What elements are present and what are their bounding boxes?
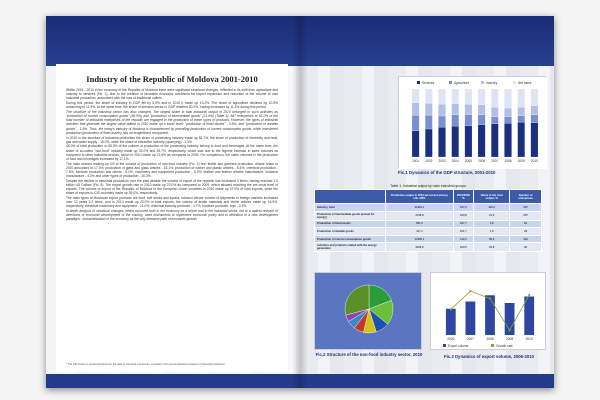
fig1-bar-segment (518, 116, 525, 123)
table-header-cell: Production output in 2010 (at current prices), mln. MDL (386, 190, 453, 204)
fig1-bar-segment (478, 125, 485, 157)
fig1-bar-segment (504, 123, 511, 157)
fig1-bar-segment (452, 104, 459, 115)
table1 (314, 184, 542, 252)
left-page (46, 16, 300, 388)
table-cell: 3426,9 (386, 243, 453, 252)
fig1-bar-segment (491, 124, 498, 157)
fig1-bar-segment (478, 115, 485, 125)
fig1-bar-segment (425, 89, 432, 103)
left-footer-band (46, 374, 300, 388)
fig1-bar-segment (504, 117, 511, 123)
table-cell: 101,7 (453, 228, 473, 236)
table-header-cell (315, 190, 386, 204)
fig1-x-tick-label: 2003 (438, 159, 446, 163)
page-title: Industry of the Republic of Moldova 2001-2010 (86, 74, 258, 84)
legend-label: Industry (486, 81, 498, 85)
fig1-bar-segment (531, 106, 538, 115)
body-paragraph: In-depth analysis of structural changes, which occurred both in the economy as a whole and in the industrial sector, led to a radical revision of directions of economic development of the country, used instruments to implement economic policy and to definition of a new development paradigm - industrialization of the economy as the only intensive path of economic growth. (66, 209, 278, 222)
table1-grid (314, 189, 542, 252)
fig1-bar-segment (438, 127, 445, 157)
table-row-label: Activities and products related with the energy generation (315, 243, 386, 252)
body-text (66, 88, 278, 222)
fig1-bar-segment (412, 103, 419, 116)
body-paragraph: The main types of Moldovan export products are food, soft drinks and liqueur, tobacco whose volume of shipments to foreign markets increased over 10 years 2.2 times, and in 2010 made up 20.0% in total exports; the volume of textile materials and textile articles made up 16.9%, respectively; electrical machinery and equipment - 11.0%; chemical industry products - 4.7%, furniture products, toys - 3.3%. (66, 196, 278, 209)
fig1-x-tick-label: 2007 (491, 159, 499, 163)
fig3-growth-point (528, 294, 530, 296)
table-cell: 100,5 (453, 243, 473, 252)
fig1-bar-segment (531, 115, 538, 123)
fig1-bar-segment (465, 115, 472, 126)
table-cell: 417,1 (386, 228, 453, 236)
fig3-growth-point (469, 290, 471, 292)
fig1-bar-segment (465, 126, 472, 157)
fig3-growth-point (489, 297, 491, 299)
fig3-growth-point (509, 329, 511, 331)
body-paragraph: The structure of the industrial sector has also changed. The largest share in total industrial output in 2010 belonged to such activities as "production of current consumption goods" (56.6%) and "production of intermediate goods" (21.9%) (Table 1). 567 enterprises or 81.0% of the total number of industrial enterprises of the republic are engaged in the production of these types of products. However, the types of industrial activities that generate the largest value added in 2010 made up a lower level: "production of fixed assets" - 3.8%, and "production of durable goods" - 1.9%. Thus, the today's industry of Moldova is characterized by prevailing production of current consumption goods, while investment production (production of fixed assets) has an insignificant component. (66, 109, 278, 135)
fig1-x-tick-label: 2005 (464, 159, 472, 163)
fig1-bar-segment (425, 129, 432, 157)
table-cell: 107,7 (453, 220, 473, 228)
table-row-label: Production of durable goods (315, 228, 386, 236)
legend-label: Export volume (448, 344, 469, 348)
fig1-bar-segment (425, 103, 432, 115)
book-gutter (292, 16, 308, 388)
fig1-bar-segment (531, 123, 538, 157)
legend-swatch (417, 81, 420, 84)
fig1-bar-segment (412, 115, 419, 130)
table-cell: 21,9 (474, 211, 510, 220)
left-content-panel (56, 64, 288, 372)
body-paragraph: Within 2001 - 2010 in the economy of the Republic of Moldova there were significant structural changes, reflected in its shift from agriculture and industry to services (Fic. 1), due to the creation of favorable economic conditions for import expansion and reduction of the volume of own industrial production, associated with the loss of traditional outlets. (66, 88, 278, 101)
fig1-x-tick-label: 2010 (530, 159, 538, 163)
fig1-x-tick-label: 2008 (504, 159, 512, 163)
legend-label: Agriculture (454, 81, 470, 85)
fig1-bar-segment (452, 126, 459, 157)
fig3-x-tick-label: 2010 (525, 337, 533, 341)
body-paragraph: In 2010 in the structure of industrial production the share of processing industry made up 82.7%, the share of production of electricity and heat, gas and water supply - 15.0%, while the share of extractive industry (quarrying) - 1.3%. (66, 135, 278, 144)
fig1-bar-segment (504, 89, 511, 108)
right-page (300, 16, 554, 388)
fig1-gdp-structure-chart (399, 77, 547, 169)
fig1-bar-segment (438, 89, 445, 104)
fig2-chart-frame (314, 272, 422, 350)
table-cell: 20 (510, 243, 542, 252)
fig3-export-bar (524, 297, 534, 336)
fig3-x-tick-label: 2008 (486, 337, 494, 341)
table-row (315, 235, 542, 243)
body-paragraph: 45.0% of total production or 55.0% of the volume of production of the processing industry belong to food and beverages. At the same time, the share of so-called "non-food" industry made up 32.0% and 39.7%, respectively, which was due to the highest increase in sales volumes as compared to other industrial sectors, which in 2010 made up 21.6% as compared to 2009. For comparison, the sales volumes in the production of food and beverages increased by 17.1%. (66, 144, 278, 161)
fig1-bar-segment (491, 89, 498, 107)
fig1-x-tick-label: 2001 (412, 159, 420, 163)
table-cell: 1,9 (474, 228, 510, 236)
table-header-cell: Share in the total output, % (474, 190, 510, 204)
table-cell: 310 (510, 235, 542, 243)
fig3-export-bar (446, 309, 456, 335)
fig3-chart-frame (430, 272, 546, 350)
table-header-cell: 2010/2009 % (453, 190, 473, 204)
fig1-bar-segment (452, 115, 459, 126)
table-cell: 100,0 (474, 204, 510, 212)
fig3-x-tick-label: 2009 (506, 337, 514, 341)
fig2-pie-chart (315, 273, 423, 351)
fig1-bar-segment (452, 89, 459, 104)
table-cell: 4746,8 (386, 211, 453, 220)
fig1-bar-segment (491, 117, 498, 124)
table-cell: 831,6 (386, 220, 453, 228)
fig1-bar-segment (412, 89, 419, 103)
fig1-bar-segment (518, 122, 525, 157)
legend-label: Services (422, 81, 435, 85)
legend-label: Growth rate (496, 344, 513, 348)
table-cell: 29 (510, 228, 542, 236)
legend-label: Net taxes (518, 81, 532, 85)
table-row-label: Production of intermediate goods (except for energy) (315, 211, 386, 220)
table-row (315, 243, 542, 252)
fig3-caption: Fic.3 Dynamics of export volume, 2006-2010 (443, 354, 535, 359)
table-cell: 56,6 (474, 235, 510, 243)
table-row (315, 211, 542, 220)
fig1-bar-segment (478, 105, 485, 115)
fig3-export-chart (431, 273, 547, 351)
legend-swatch (491, 344, 494, 347)
table1-title: Table 1. Industrial output by main industrial groups (390, 184, 466, 188)
legend-swatch (449, 81, 452, 84)
table-cell: 21664,1 (386, 204, 453, 212)
fig1-bar-segment (465, 104, 472, 114)
fig1-bar-segment (491, 107, 498, 117)
footnote: * The information is presented based on the data of industrial enterprises, included in the annual statistical analysis of industrial production. (66, 363, 226, 366)
fig1-bar-segment (504, 108, 511, 117)
table-cell: 15,8 (474, 243, 510, 252)
brochure-spread (46, 16, 554, 388)
table-row (315, 228, 542, 236)
fig3-export-bar (466, 302, 476, 336)
body-paragraph: Despite the decline in industrial production over the past decade the volume of export of the republic has increased 3 times, having reached 1.6 billion US Dollars (Fic. 3). The export growth rate in 2010 made up 23.0% as compared to 2009, which allowed reaching the pre-crisis level of exports. The volume of export of the Republic of Moldova to the European Union countries in 2010 made up 47.0% of total exports, while the share of exports to CIS countries made up 39.0%, respectively. (66, 178, 278, 196)
table-cell: 110,0 (453, 235, 473, 243)
right-footer-band (300, 374, 554, 388)
fig1-bar-segment (412, 131, 419, 157)
table-row-label: Industry, total (315, 204, 386, 212)
fig1-chart-frame (398, 76, 546, 168)
table-cell: 103,8 (453, 211, 473, 220)
fig1-x-tick-label: 2009 (517, 159, 525, 163)
body-paragraph: During this period, the share of industry in GDP fell by 5.5% and in 2010 it made up 13.2%. The share of agriculture declined by 10.5% amounting to 11.9%. At the same time, the share of services sector in GDP reached 50.2%, having increased by 11.4% during this period. (66, 101, 278, 110)
fig1-x-tick-label: 2004 (451, 159, 459, 163)
table-header-cell: Number of enterprises (510, 190, 542, 204)
legend-swatch (443, 344, 446, 347)
table-row-label: Production of fixed assets (315, 220, 386, 228)
table-cell: 697 (510, 204, 542, 212)
fig3-growth-point (450, 308, 452, 310)
table-row (315, 204, 542, 212)
table-row-label: Production of current consumption goods (315, 235, 386, 243)
fig3-x-tick-label: 2007 (466, 337, 474, 341)
fig1-bar-segment (438, 104, 445, 116)
fig1-bar-segment (531, 89, 538, 106)
right-header-band (300, 16, 554, 66)
fig1-bar-segment (425, 115, 432, 129)
legend-swatch (481, 81, 484, 84)
table-cell: 257 (510, 211, 542, 220)
fig3-export-bar (485, 295, 495, 335)
fig1-bar-segment (438, 116, 445, 127)
legend-swatch (513, 81, 516, 84)
fig1-x-tick-label: 2006 (478, 159, 486, 163)
left-header-band (46, 16, 300, 66)
fig1-bar-segment (518, 107, 525, 115)
fig1-bar-segment (478, 89, 485, 105)
table-cell: 107,0 (453, 204, 473, 212)
table-row (315, 220, 542, 228)
fig1-bar-segment (518, 89, 525, 107)
fig1-caption: Fic.1 Dynamics of the GDP structure, 2001-2010 (398, 170, 496, 175)
fig1-bar-segment (465, 89, 472, 104)
fig1-x-tick-label: 2002 (425, 159, 433, 163)
fig3-x-tick-label: 2006 (447, 337, 455, 341)
table-cell: 12265,1 (386, 235, 453, 243)
body-paragraph: The main sectors making up 2/3 of the volume of production of non-food industry (Fic. 2) are: textile and garment production, whose share in 2010 amounted to 17.3%; production of glass and glass articles - 15.1%; production of rubber and plastic articles - 8.4%; chemical production - 7.8%; furniture production and others - 6.1%; machinery and equipment production - 5.2%; leather and leather articles manufacture, footwear manufacture - 4.2% and other types of production - 26.3%. (66, 161, 278, 179)
table-cell: 3,8 (474, 220, 510, 228)
table-cell: 81 (510, 220, 542, 228)
fig2-caption: Fic.2 Structure of the non-food industry sector, 2010 (315, 352, 423, 357)
